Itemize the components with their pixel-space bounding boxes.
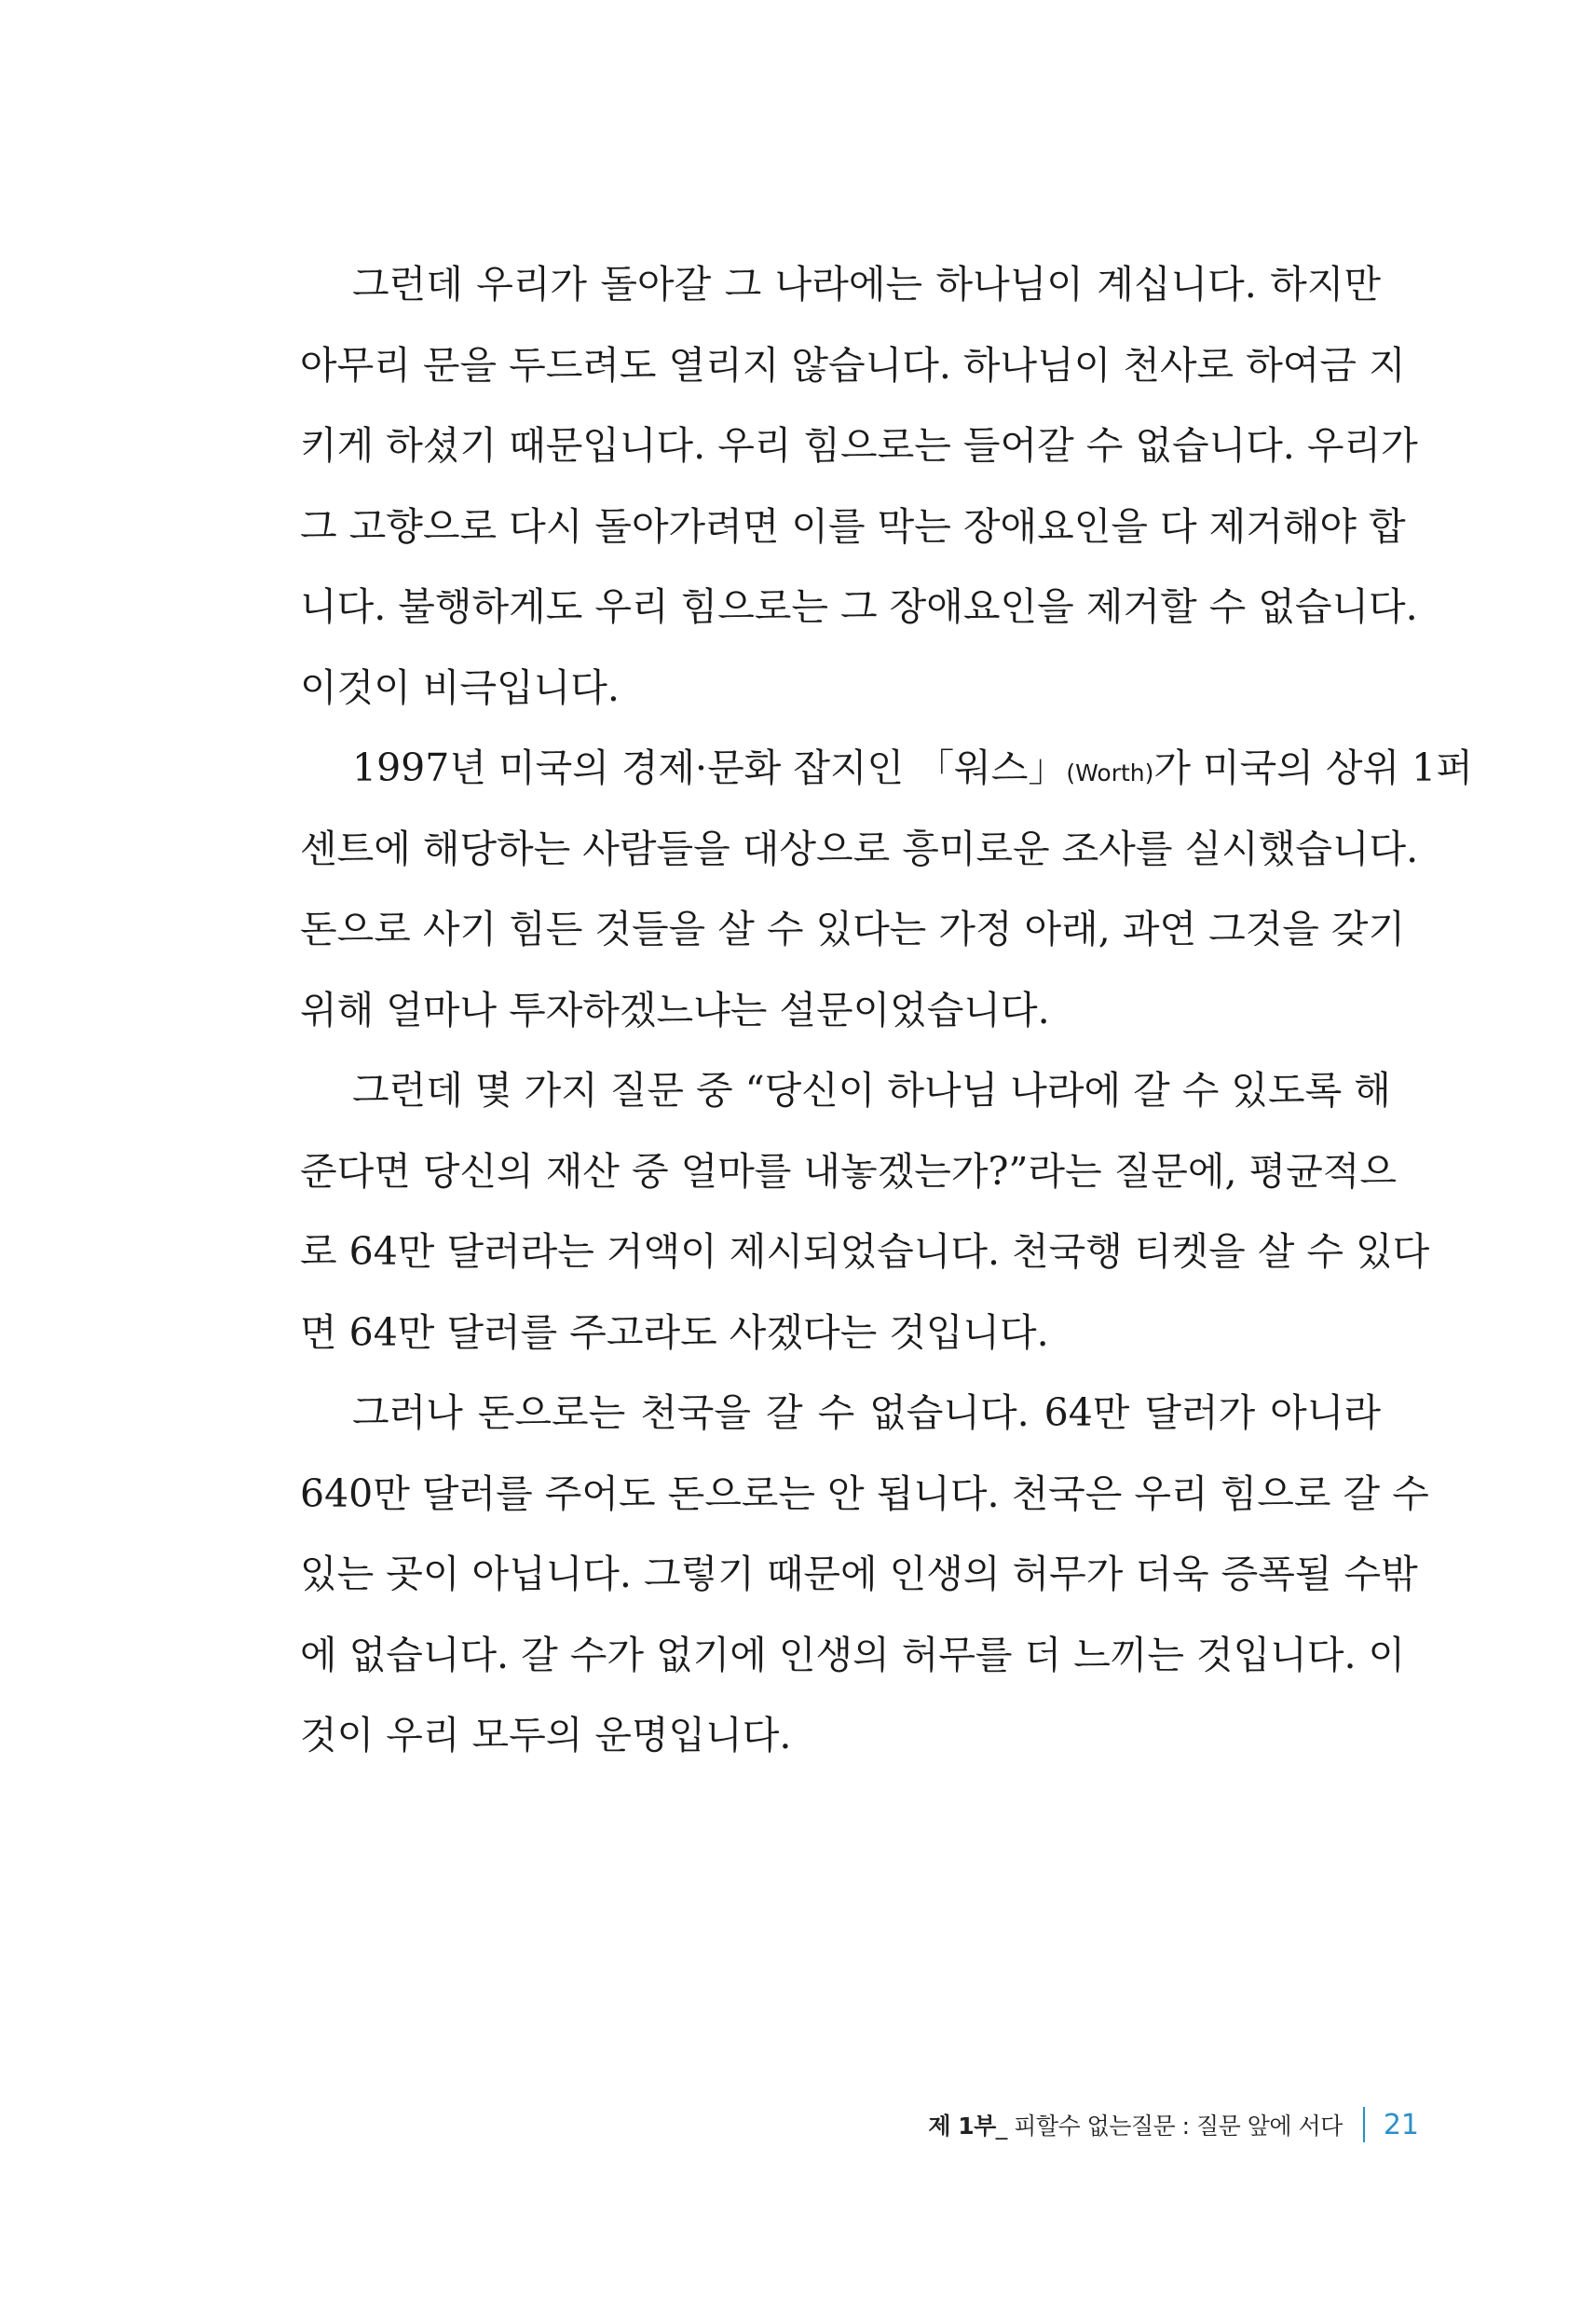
- body-line: 그런데 우리가 돌아갈 그 나라에는 하나님이 계십니다. 하지만: [352, 262, 1381, 307]
- body-line: 에 없습니다. 갈 수가 없기에 인생의 허무를 더 느끼는 것입니다. 이: [300, 1632, 1406, 1677]
- body-line: 돈으로 사기 힘든 것들을 살 수 있다는 가정 아래, 과연 그것을 갖기: [300, 907, 1406, 951]
- body-line: 있는 곳이 아닙니다. 그렇기 때문에 인생의 허무가 더욱 증폭될 수밖: [300, 1552, 1418, 1596]
- body-line: 이것이 비극입니다.: [300, 664, 620, 710]
- body-line: 위해 얼마나 투자하겠느냐는 설문이었습니다.: [300, 987, 1050, 1032]
- body-line: 그러나 돈으로는 천국을 갈 수 없습니다. 64만 달러가 아니라: [352, 1390, 1381, 1435]
- page-number: 21: [1383, 2108, 1419, 2141]
- body-line: 640만 달러를 주어도 돈으로는 안 됩니다. 천국은 우리 힘으로 갈 수: [300, 1470, 1429, 1516]
- body-line: 센트에 해당하는 사람들을 대상으로 흥미로운 조사를 실시했습니다.: [300, 826, 1419, 871]
- page-body: [300, 244, 1473, 1776]
- body-line-text: 가 미국의 상위 1퍼: [1153, 745, 1473, 790]
- body-line: 것이 우리 모두의 운명입니다.: [300, 1713, 792, 1757]
- worth-annotation: (Worth): [1066, 759, 1154, 786]
- page-footer: [928, 2101, 1419, 2148]
- body-line: [300, 728, 1473, 809]
- part-label: 제 1부: [928, 2113, 996, 2140]
- body-line-text: 1997년 미국의 경제·문화 잡지인 「워스」: [352, 745, 1067, 790]
- body-line: 키게 하셨기 때문입니다. 우리 힘으로는 들어갈 수 없습니다. 우리가: [300, 423, 1418, 468]
- body-line: 로 64만 달러라는 거액이 제시되었습니다. 천국행 티켓을 살 수 있다: [300, 1229, 1430, 1274]
- body-line: 니다. 불행하게도 우리 힘으로는 그 장애요인을 제거할 수 없습니다.: [300, 584, 1418, 629]
- body-line: 면 64만 달러를 주고라도 사겠다는 것입니다.: [300, 1309, 1049, 1355]
- body-line: 아무리 문을 두드려도 열리지 않습니다. 하나님이 천사로 하여금 지: [300, 342, 1406, 388]
- footer-divider: [1363, 2107, 1365, 2142]
- body-line: 그 고향으로 다시 돌아가려면 이를 막는 장애요인을 다 제거해야 합: [300, 503, 1406, 549]
- running-head: [928, 2108, 1342, 2141]
- part-separator: _: [995, 2113, 1007, 2140]
- body-line: 준다면 당신의 재산 중 얼마를 내놓겠는가?”라는 질문에, 평균적으: [300, 1148, 1397, 1194]
- body-line: 그런데 몇 가지 질문 중 “당신이 하나님 나라에 갈 수 있도록 해: [352, 1068, 1391, 1113]
- chapter-title: 피할수 없는질문 : 질문 앞에 서다: [1006, 2113, 1343, 2140]
